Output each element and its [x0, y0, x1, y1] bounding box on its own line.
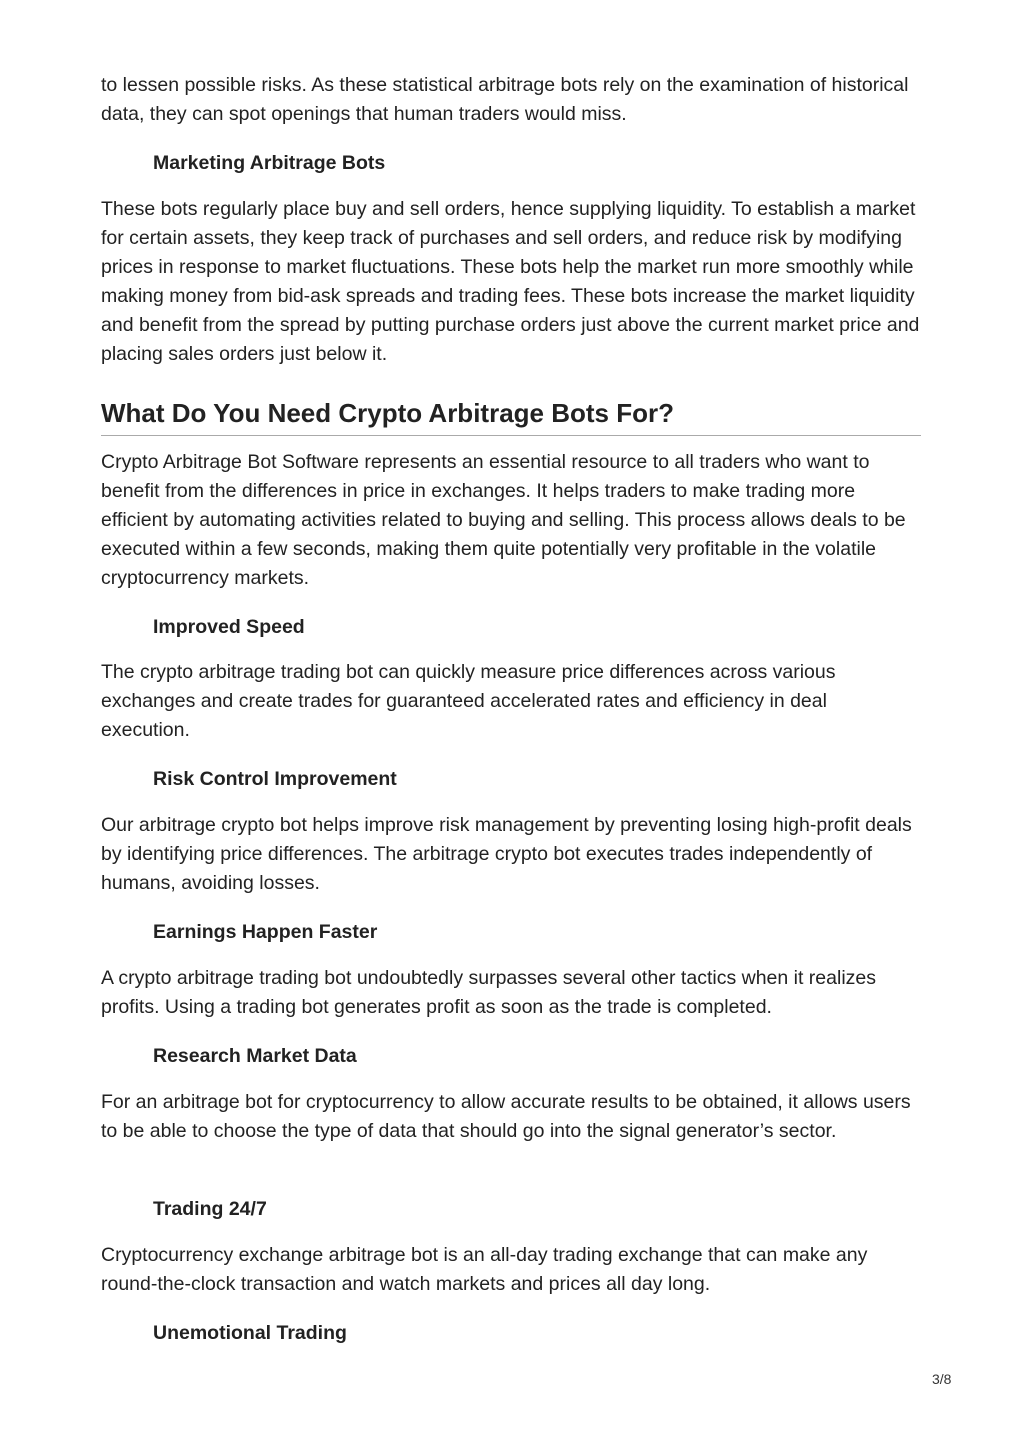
paragraph-earnings-faster: A crypto arbitrage trading bot undoubtedly surpasses several other tactics when it realizes profits. Using a trading bot generates profit as soon as the trade is completed.: [101, 967, 877, 1018]
paragraph-statistical-arbitrage-end: to lessen possible risks. As these statistical arbitrage bots rely on the examination of historical data, they can spot openings that human traders would miss.: [101, 74, 909, 125]
subheading-risk-control-improvement: Risk Control Improvement: [153, 768, 397, 790]
section-heading-why-need-bots: What Do You Need Crypto Arbitrage Bots For?: [101, 397, 921, 436]
subheading-earnings-happen-faster: Earnings Happen Faster: [153, 921, 378, 943]
paragraph-research-market-data: For an arbitrage bot for cryptocurrency to allow accurate results to be obtained, it allows users to be able to choose the type of data that should go into the signal generator’s sector.: [101, 1091, 911, 1142]
subheading-research-market-data: Research Market Data: [153, 1045, 357, 1067]
page-number: 3/8: [932, 1371, 952, 1387]
paragraph-trading-24-7: Cryptocurrency exchange arbitrage bot is an all-day trading exchange that can make any round-the-clock transaction and watch markets and prices all day long.: [101, 1244, 868, 1295]
paragraph-improved-speed: The crypto arbitrage trading bot can quickly measure price differences across various exchanges and create trades for guaranteed accelerated rates and efficiency in deal execution.: [101, 661, 836, 741]
subheading-unemotional-trading: Unemotional Trading: [153, 1322, 347, 1344]
subheading-improved-speed: Improved Speed: [153, 616, 305, 638]
paragraph-risk-control: Our arbitrage crypto bot helps improve risk management by preventing losing high-profit deals by identifying price differences. The arbitrage crypto bot executes trades independently of humans, avoiding losses.: [101, 814, 912, 894]
paragraph-arbitrage-bot-software: Crypto Arbitrage Bot Software represents an essential resource to all traders who want to benefit from the differences in price in exchanges. It helps traders to make trading more efficient by automating activities related to buying and selling. This process allows deals to be executed within a few seconds, making them quite potentially very profitable in the volatile cryptocurrency markets.: [101, 451, 906, 589]
paragraph-marketing-arbitrage-bots: These bots regularly place buy and sell orders, hence supplying liquidity. To establish a market for certain assets, they keep track of purchases and sell orders, and reduce risk by modifying prices in response to market fluctuations. These bots help the market run more smoothly while making money from bid-ask spreads and trading fees. These bots increase the market liquidity and benefit from the spread by putting purchase orders just above the current market price and placing sales orders just below it.: [101, 198, 920, 365]
subheading-marketing-arbitrage-bots: Marketing Arbitrage Bots: [153, 152, 386, 174]
subheading-trading-24-7: Trading 24/7: [153, 1198, 267, 1220]
